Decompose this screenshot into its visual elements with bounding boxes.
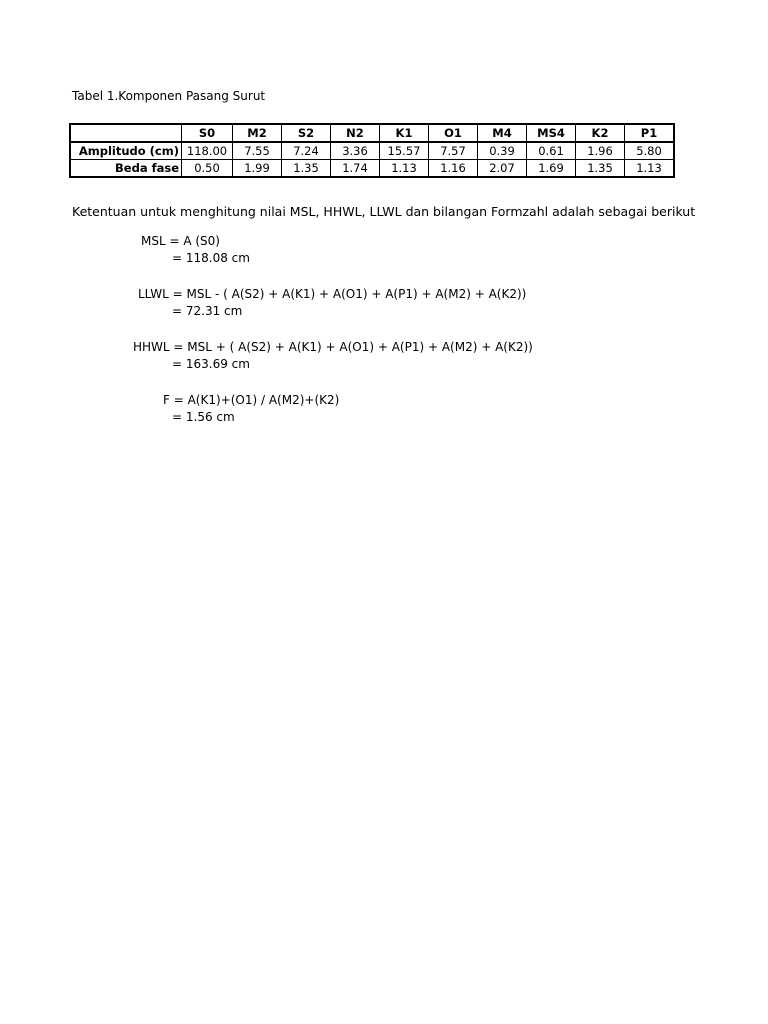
table-cell: 1.69	[527, 160, 576, 178]
table-cell: 1.16	[429, 160, 478, 178]
table-title: Tabel 1.Komponen Pasang Surut	[72, 89, 266, 103]
table-cell: 1.35	[576, 160, 625, 178]
msl-result: = 118.08 cm	[172, 251, 250, 265]
row-label: Beda fase	[70, 160, 182, 178]
column-header: N2	[331, 124, 380, 142]
table-row-amplitude	[70, 142, 674, 160]
llwl-formula: LLWL = MSL - ( A(S2) + A(K1) + A(O1) + A(P1) + A(M2) + A(K2))	[138, 287, 527, 301]
hhwl-result: = 163.69 cm	[172, 357, 250, 371]
column-header: S2	[282, 124, 331, 142]
table-cell: 0.50	[182, 160, 233, 178]
table-cell: 7.24	[282, 142, 331, 160]
formzahl-result: = 1.56 cm	[172, 410, 235, 424]
table-cell: 1.13	[625, 160, 675, 178]
column-header: MS4	[527, 124, 576, 142]
table-cell: 1.13	[380, 160, 429, 178]
msl-formula: MSL = A (S0)	[141, 234, 220, 248]
column-header: K2	[576, 124, 625, 142]
table-cell: 2.07	[478, 160, 527, 178]
intro-text: Ketentuan untuk menghitung nilai MSL, HHWL, LLWL dan bilangan Formzahl adalah sebagai berikut	[72, 204, 696, 219]
column-header: P1	[625, 124, 675, 142]
table-header-row	[70, 124, 674, 142]
table-row-phase	[70, 160, 674, 178]
row-label: Amplitudo (cm)	[70, 142, 182, 160]
table-cell: 3.36	[331, 142, 380, 160]
column-header: K1	[380, 124, 429, 142]
table-corner-cell	[70, 124, 182, 142]
table-cell: 1.35	[282, 160, 331, 178]
table-cell: 7.55	[233, 142, 282, 160]
formzahl-formula: F = A(K1)+(O1) / A(M2)+(K2)	[163, 393, 340, 407]
hhwl-formula: HHWL = MSL + ( A(S2) + A(K1) + A(O1) + A(P1) + A(M2) + A(K2))	[133, 340, 533, 354]
table-cell: 15.57	[380, 142, 429, 160]
column-header: O1	[429, 124, 478, 142]
column-header: M2	[233, 124, 282, 142]
table-cell: 1.99	[233, 160, 282, 178]
table-cell: 0.39	[478, 142, 527, 160]
table-cell: 118.00	[182, 142, 233, 160]
table-cell: 1.74	[331, 160, 380, 178]
table-cell: 1.96	[576, 142, 625, 160]
tide-components-table	[69, 123, 675, 178]
column-header: S0	[182, 124, 233, 142]
column-header: M4	[478, 124, 527, 142]
table-cell: 0.61	[527, 142, 576, 160]
table-cell: 7.57	[429, 142, 478, 160]
table-cell: 5.80	[625, 142, 675, 160]
llwl-result: = 72.31 cm	[172, 304, 243, 318]
